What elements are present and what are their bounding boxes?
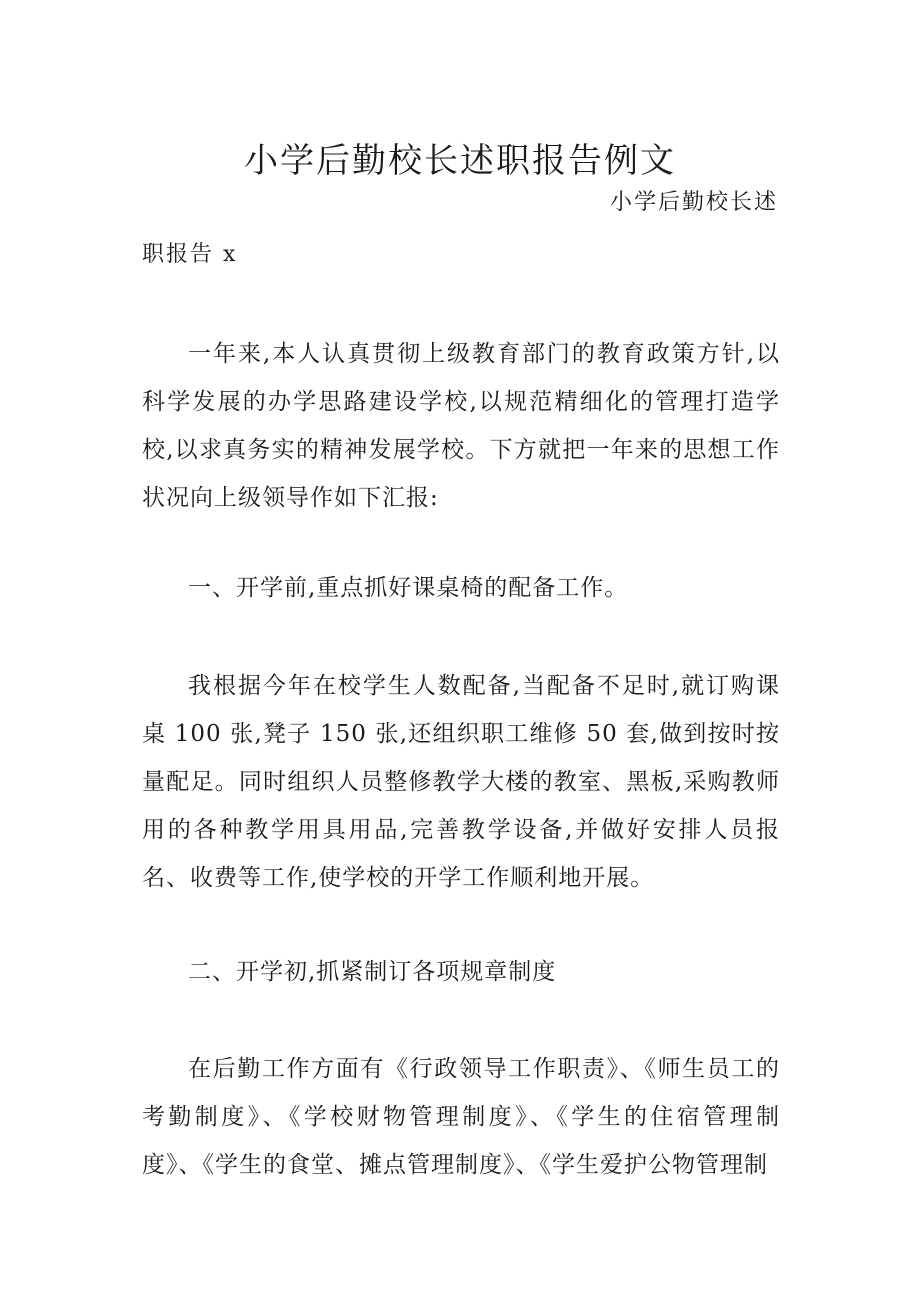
- paragraph-section-1: 我根据今年在校学生人数配备,当配备不足时,就订购课桌 100 张,凳子 150 张,还组织职工维修 50 套,做到按时按量配足。同时组织人员整修教学大楼的教室、黑板,采购教师用的各种教学用具用品,完善教学设备,并做好安排人员报名、收费等工作,使学校的开学工作顺利地开展。: [142, 673, 780, 891]
- document-title: 小学后勤校长述职报告例文: [244, 140, 676, 181]
- paragraph-section-2: 在后勤工作方面有《行政领导工作职责》、《师生员工的考勤制度》、《学校财物管理制度》、《学生的住宿管理制度》、《学生的食堂、摊点管理制度》、《学生爱护公物管理制: [142, 1056, 780, 1178]
- paragraph-intro: 一年来,本人认真贯彻上级教育部门的教育政策方针,以科学发展的办学思路建设学校,以规范精细化的管理打造学校,以求真务实的精神发展学校。下方就把一年来的思想工作状况向上级领导作如下汇报:: [142, 341, 780, 511]
- section-heading-2: 二、开学初,抓紧制订各项规章制度: [188, 959, 557, 985]
- subtitle-line-2: 职报告 x: [142, 242, 238, 267]
- subtitle-line-1: 小学后勤校长述: [609, 190, 778, 215]
- section-heading-1: 一、开学前,重点抓好课桌椅的配备工作。: [188, 575, 629, 601]
